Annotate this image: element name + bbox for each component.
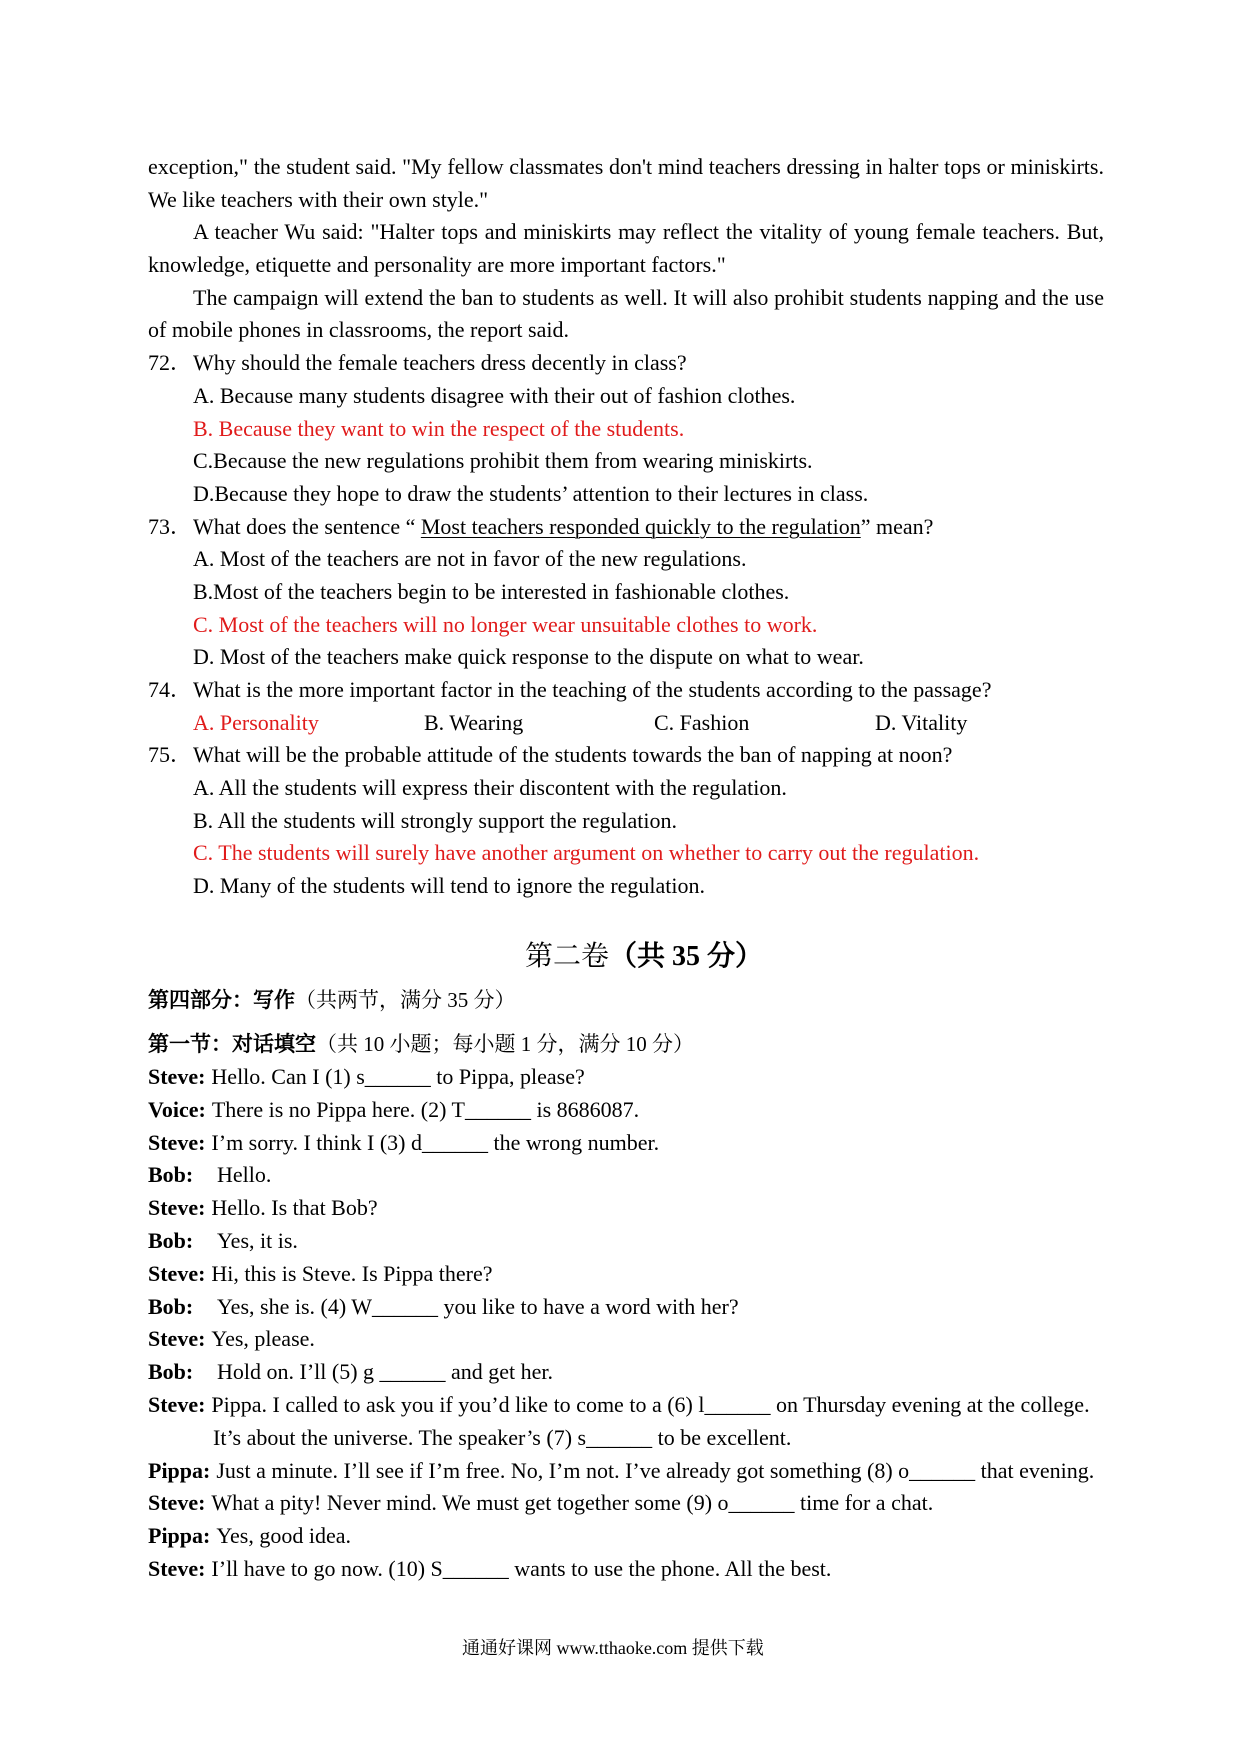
- question-72-stem: [148, 347, 1108, 380]
- question-72-option-a: A. Because many students disagree with their out of fashion clothes.: [193, 382, 796, 408]
- dialogue-line: [148, 1061, 1108, 1094]
- question-74-options: [148, 707, 1108, 740]
- question-text-end: ” mean?: [860, 513, 934, 539]
- question-text: Why should the female teachers dress decently in class?: [193, 350, 687, 376]
- question-73-option-d: D. Most of the teachers make quick response to the dispute on what to wear.: [193, 644, 864, 670]
- reading-passage: [148, 151, 1108, 903]
- speaker-label: Steve:: [148, 1326, 206, 1352]
- dialogue: [148, 1061, 1108, 1586]
- dialogue-line: [148, 1455, 1108, 1488]
- speaker-label: Steve:: [148, 1391, 206, 1417]
- dialogue-text: Hello. Can I (1) s______ to Pippa, please?: [211, 1064, 585, 1089]
- part-heading-label: 第四部分：写作: [148, 988, 295, 1012]
- passage-line: A teacher Wu said: "Halter tops and miniskirts may reflect the vitality of young female teachers. But,: [193, 219, 1104, 245]
- dialogue-line: [148, 1127, 1108, 1160]
- question-73-option-b: B.Most of the teachers begin to be interested in fashionable clothes.: [193, 578, 790, 604]
- dialogue-text: Hold on. I’ll (5) g ______ and get her.: [217, 1359, 554, 1385]
- question-text: What will be the probable attitude of the students towards the ban of napping at noon?: [193, 742, 953, 768]
- question-73-stem: [148, 511, 1108, 544]
- section-heading-detail: （共 10 小题；每小题 1 分，满分 10 分）: [316, 1032, 694, 1056]
- dialogue-line: [148, 1389, 1108, 1422]
- dialogue-text: I’ll have to go now. (10) S______ wants to use the phone. All the best.: [211, 1555, 832, 1581]
- speaker-label: Steve:: [148, 1490, 206, 1516]
- question-72-option-d: D.Because they hope to draw the students’ attention to their lectures in class.: [193, 480, 869, 506]
- question-text: What is the more important factor in the teaching of the students according to the passage?: [193, 677, 992, 702]
- speaker-label: Bob:: [148, 1359, 194, 1385]
- question-72-option-c: C.Because the new regulations prohibit them from wearing miniskirts.: [193, 448, 813, 474]
- section-heading: [148, 1028, 694, 1061]
- dialogue-text: Yes, she is. (4) W______ you like to have a word with her?: [217, 1293, 739, 1319]
- question-73-option-a: A. Most of the teachers are not in favor of the new regulations.: [193, 546, 747, 572]
- underlined-sentence: Most teachers responded quickly to the regulation: [420, 513, 861, 539]
- dialogue-continuation: It’s about the universe. The speaker’s (7) s______ to be excellent.: [213, 1424, 792, 1450]
- footer-source: 通通好课网 www.tthaoke.com 提供下载: [462, 1638, 764, 1658]
- question-number: 75．: [148, 742, 193, 768]
- dialogue-line: [148, 1356, 1108, 1389]
- speaker-label: Steve:: [148, 1064, 206, 1089]
- speaker-label: Bob:: [148, 1227, 194, 1253]
- speaker-label: Steve:: [148, 1555, 206, 1581]
- dialogue-line: [148, 1094, 1108, 1127]
- dialogue-text: Just a minute. I’ll see if I’m free. No, I’m not. I’ve already got something (8) o______ that evening.: [216, 1457, 1095, 1483]
- question-75-option-b: B. All the students will strongly support the regulation.: [193, 807, 677, 833]
- dialogue-line: [148, 1323, 1108, 1356]
- part-heading-detail: （共两节，满分 35 分）: [295, 988, 516, 1012]
- dialogue-line: [148, 1159, 1108, 1192]
- section-title-score: （共 35 分）: [609, 941, 764, 972]
- question-72-option-b: B. Because they want to win the respect of the students.: [193, 415, 685, 441]
- dialogue-text: Hello. Is that Bob?: [211, 1195, 378, 1221]
- passage-line: We like teachers with their own style.": [148, 186, 489, 212]
- dialogue-text: There is no Pippa here. (2) T______ is 8686087.: [211, 1096, 640, 1122]
- question-73-option-c: C. Most of the teachers will no longer wear unsuitable clothes to work.: [193, 611, 818, 637]
- question-75-stem: [148, 739, 1108, 772]
- speaker-label: Steve:: [148, 1195, 206, 1221]
- question-75-option-d: D. Many of the students will tend to ignore the regulation.: [193, 873, 706, 899]
- section-title-main: 第二卷: [525, 941, 610, 972]
- dialogue-line: [148, 1258, 1108, 1291]
- dialogue-line: [148, 1291, 1108, 1324]
- question-75-option-a: A. All the students will express their discontent with the regulation.: [193, 775, 787, 801]
- dialogue-line: [148, 1225, 1108, 1258]
- question-74-option-a: A. Personality: [193, 709, 319, 735]
- dialogue-text: Pippa. I called to ask you if you’d like to come to a (6) l______ on Thursday evening at the college.: [211, 1391, 1090, 1417]
- dialogue-text: Hello.: [217, 1162, 272, 1188]
- speaker-label: Steve:: [148, 1129, 206, 1155]
- dialogue-text: Yes, please.: [211, 1326, 315, 1352]
- dialogue-text: Hi, this is Steve. Is Pippa there?: [211, 1260, 493, 1286]
- speaker-label: Voice:: [148, 1096, 206, 1122]
- speaker-label: Pippa:: [148, 1457, 211, 1483]
- speaker-label: Bob:: [148, 1162, 194, 1188]
- question-74-option-d: D. Vitality: [875, 709, 968, 735]
- question-74-stem: [148, 674, 1108, 707]
- speaker-label: Pippa:: [148, 1523, 211, 1549]
- question-75-option-c: C. The students will surely have another argument on whether to carry out the regulation.: [193, 840, 980, 866]
- question-number: 73．: [148, 513, 193, 539]
- section-heading-label: 第一节：对话填空: [148, 1032, 316, 1056]
- dialogue-line: [148, 1553, 1108, 1586]
- question-74-option-c: C. Fashion: [654, 709, 750, 735]
- speaker-label: Steve:: [148, 1260, 206, 1286]
- dialogue-text: What a pity! Never mind. We must get together some (9) o______ time for a chat.: [211, 1490, 934, 1516]
- speaker-label: Bob:: [148, 1293, 194, 1319]
- dialogue-line: [148, 1192, 1108, 1225]
- dialogue-line: [148, 1520, 1108, 1553]
- passage-line: The campaign will extend the ban to students as well. It will also prohibit students napping and the use: [193, 284, 1104, 310]
- question-text: What does the sentence “: [193, 513, 421, 539]
- passage-line: knowledge, etiquette and personality are more important factors.": [148, 252, 726, 278]
- dialogue-text: Yes, good idea.: [216, 1523, 352, 1549]
- question-number: 72．: [148, 350, 193, 376]
- passage-line: of mobile phones in classrooms, the report said.: [148, 317, 569, 343]
- dialogue-text: Yes, it is.: [217, 1227, 298, 1253]
- passage-line: exception," the student said. "My fellow classmates don't mind teachers dressing in halter tops or miniskirts.: [148, 154, 1104, 179]
- part-heading: [148, 984, 516, 1017]
- section-title: [525, 937, 763, 977]
- dialogue-text: I’m sorry. I think I (3) d______ the wrong number.: [211, 1129, 660, 1155]
- question-74-option-b: B. Wearing: [424, 709, 524, 735]
- question-number: 74．: [148, 677, 193, 702]
- dialogue-line: [148, 1487, 1108, 1520]
